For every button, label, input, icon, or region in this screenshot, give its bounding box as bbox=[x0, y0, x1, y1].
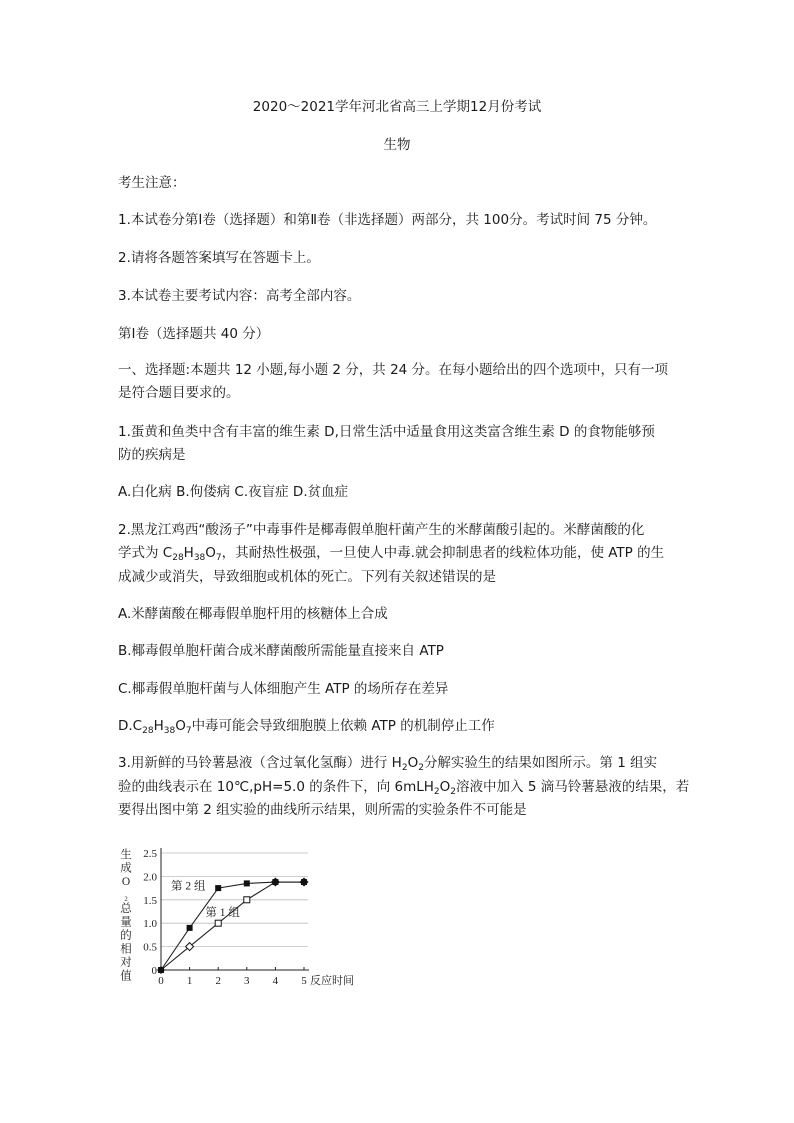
q3-line3: 要得出图中第 2 组实验的曲线所示结果，则所需的实验条件不可能是 bbox=[118, 802, 527, 818]
series-1-point bbox=[300, 878, 309, 887]
series-line bbox=[161, 882, 304, 970]
series-1-point bbox=[244, 897, 250, 903]
subject-title: 生物 bbox=[383, 137, 411, 153]
q1-options: A.白化病 B.佝偻病 C.夜盲症 D.贫血症 bbox=[118, 484, 349, 500]
series-label: 第 1 组 bbox=[205, 907, 240, 920]
series-label: 第 2 组 bbox=[171, 880, 206, 893]
x-tick-label: 4 bbox=[272, 975, 279, 987]
series-2-point bbox=[187, 925, 193, 931]
q2-line3: 成减少或消失，导致细胞或机体的死亡。下列有关叙述错误的是 bbox=[118, 569, 496, 585]
notice-item-3: 3.本试卷主要考试内容：高考全部内容。 bbox=[118, 288, 361, 304]
y-tick-label: 2.0 bbox=[143, 871, 157, 884]
x-tick-label: 1 bbox=[186, 975, 193, 987]
y-axis-label-char: 的 bbox=[120, 930, 132, 942]
y-axis-label-char: ₂ bbox=[123, 889, 129, 902]
q2-line1: 2.黑龙江鸡西“酸汤子”中毒事件是椰毒假单胞杆菌产生的米酵菌酸引起的。米酵菌酸的化 bbox=[118, 522, 645, 538]
y-axis-label-char: 总 bbox=[120, 903, 132, 915]
series-line bbox=[161, 882, 304, 970]
q1-line1: 1.蛋黄和鱼类中含有丰富的维生素 D,日常生活中适量食用这类富含维生素 D 的食物能够预 bbox=[118, 424, 655, 440]
y-axis-label-char: 对 bbox=[120, 957, 132, 969]
x-tick-label: 5 bbox=[301, 975, 307, 987]
q2-option-d: $D.C_{28}H_{38}O_7$中毒可能会导致细胞膜上依赖 ATP 的机制停止工作 bbox=[118, 718, 495, 736]
y-axis-label-char: 量 bbox=[120, 916, 132, 929]
x-axis-label: 反应时间 bbox=[310, 975, 354, 987]
notice-item-1: 1.本试卷分第Ⅰ卷（选择题）和第Ⅱ卷（非选择题）两部分，共 100分。考试时间 75 分钟。 bbox=[118, 212, 657, 228]
x-tick-label: 2 bbox=[215, 975, 221, 987]
y-tick-label: 0 bbox=[151, 965, 157, 977]
section-title: 第Ⅰ卷（选择题共 40 分） bbox=[118, 326, 270, 342]
q2-option-b: B.椰毒假单胞杆菌合成米酵菌酸所需能量直接来自 ATP bbox=[118, 643, 444, 659]
y-tick-label: 2.5 bbox=[143, 848, 157, 860]
y-axis-label-char: O bbox=[121, 876, 131, 888]
y-axis-label-char: 相 bbox=[120, 943, 132, 956]
notice-heading: 考生注意： bbox=[118, 175, 186, 191]
notice-item-2: 2.请将各题答案填写在答题卡上。 bbox=[118, 250, 320, 266]
y-axis-label-char: 生 bbox=[120, 849, 132, 861]
series-1-point bbox=[215, 920, 221, 926]
series-2-point bbox=[244, 880, 250, 886]
series-1-point bbox=[271, 878, 280, 887]
q3-line1: 3.用新鲜的马铃薯悬液（含过氧化氢酶）进行 $H_2O_2$分解实验生的结果如图所示。第 1 组实 bbox=[118, 755, 658, 773]
y-tick-label: 0.5 bbox=[143, 941, 157, 954]
section-instructions-line2: 是符合题目要求的。 bbox=[118, 385, 240, 401]
x-tick-label: 0 bbox=[158, 975, 164, 987]
y-tick-label: 1.0 bbox=[143, 918, 157, 931]
q2-line2: 学式为 $C_{28}H_{38}O_7$，其耐热性极强，一旦使人中毒.就会抑制患者的线粒体功能，使 ATP 的生 bbox=[118, 545, 665, 563]
series-2-point bbox=[215, 885, 221, 891]
y-tick-label: 1.5 bbox=[143, 894, 157, 907]
y-axis-label-char: 值 bbox=[120, 970, 132, 983]
q3-line2: 验的曲线表示在 10℃,pH=5.0 的条件下，向 $6mLH_2O_2$溶液中加入 5 滴马铃薯悬液的结果，若 bbox=[118, 779, 690, 797]
exam-title: 2020～2021学年河北省高三上学期12月份考试 bbox=[252, 99, 542, 115]
x-tick-label: 3 bbox=[244, 975, 250, 987]
q2-option-a: A.米酵菌酸在椰毒假单胞杆用的核糖体上合成 bbox=[118, 606, 388, 622]
oxygen-production-chart bbox=[118, 838, 378, 998]
q2-option-c: C.椰毒假单胞杆菌与人体细胞产生 ATP 的场所存在差异 bbox=[118, 681, 449, 697]
y-axis-label-char: 成 bbox=[120, 862, 132, 875]
q1-line2: 防的疾病是 bbox=[118, 447, 186, 463]
section-instructions-line1: 一、选择题:本题共 12 小题,每小题 2 分，共 24 分。在每小题给出的四个选项中，只有一项 bbox=[118, 362, 669, 378]
